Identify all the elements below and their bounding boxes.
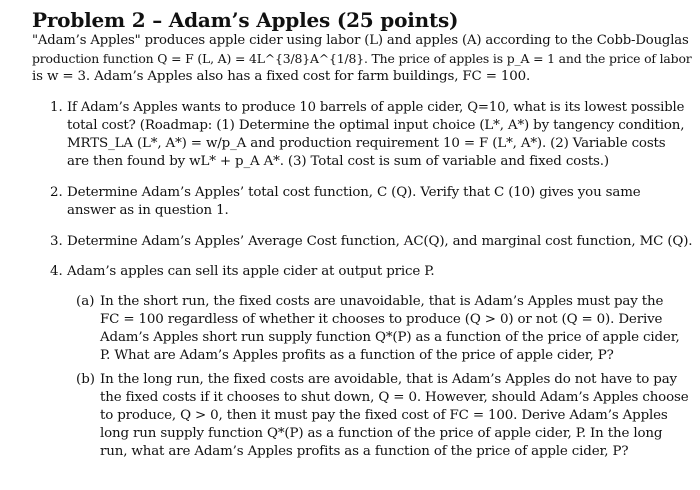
subpart-line: P. What are Adam’s Apples profits as a function of the price of apple cider, P? xyxy=(100,348,614,363)
question-line: If Adam’s Apples wants to produce 10 barrels of apple cider, Q=10, what is its lowest possible xyxy=(67,100,685,115)
subpart-line: long run supply function Q*(P) as a function of the price of apple cider, P. In the long xyxy=(100,426,663,441)
subpart-line: FC = 100 regardless of whether it chooses to produce (Q > 0) or not (Q = 0). Derive xyxy=(100,312,663,327)
subpart-line: Adam’s Apples short run supply function Q*(P) as a function of the price of apple cider, xyxy=(100,330,680,345)
question-number: 4. xyxy=(50,264,63,279)
subpart-label: (a) xyxy=(76,294,95,309)
question-line: Determine Adam’s Apples’ Average Cost function, AC(Q), and marginal cost function, MC (Q). xyxy=(67,234,693,249)
subpart-line: run, what are Adam’s Apples profits as a function of the price of apple cider, P? xyxy=(100,444,629,459)
question-number: 3. xyxy=(50,234,63,249)
question-number: 2. xyxy=(50,185,63,200)
intro-line: is w = 3. Adam’s Apples also has a fixed cost for farm buildings, FC = 100. xyxy=(32,69,531,84)
question-line: MRTS_LA (L*, A*) = w/p_A and production requirement 10 = F (L*, A*). (2) Variable costs xyxy=(67,136,666,151)
intro-line: production function Q = F (L, A) = 4L^{3/8}A^{1/8}. The price of apples is p_A = 1 and the price of labor xyxy=(32,51,692,66)
question-line: total cost? (Roadmap: (1) Determine the optimal input choice (L*, A*) by tangency condition, xyxy=(67,118,685,133)
intro-line: "Adam’s Apples" produces apple cider using labor (L) and apples (A) according to the Cobb-Douglas xyxy=(32,33,689,48)
question-line: answer as in question 1. xyxy=(67,203,229,218)
question-number: 1. xyxy=(50,100,63,115)
question-line: Adam’s apples can sell its apple cider at output price P. xyxy=(67,264,435,279)
subpart-line: In the long run, the fixed costs are avoidable, that is Adam’s Apples do not have to pay xyxy=(100,372,677,387)
question-line: are then found by wL* + p_A A*. (3) Total cost is sum of variable and fixed costs.) xyxy=(67,154,609,169)
subpart-line: to produce, Q > 0, then it must pay the fixed cost of FC = 100. Derive Adam’s Apples xyxy=(100,408,668,423)
question-line: Determine Adam’s Apples’ total cost function, C (Q). Verify that C (10) gives you same xyxy=(67,185,641,200)
subpart-line: the fixed costs if it chooses to shut down, Q = 0. However, should Adam’s Apples choose xyxy=(100,390,689,405)
subpart-label: (b) xyxy=(76,372,96,387)
subpart-line: In the short run, the fixed costs are unavoidable, that is Adam’s Apples must pay the xyxy=(100,294,664,309)
problem-title: Problem 2 – Adam’s Apples (25 points) xyxy=(32,8,459,32)
